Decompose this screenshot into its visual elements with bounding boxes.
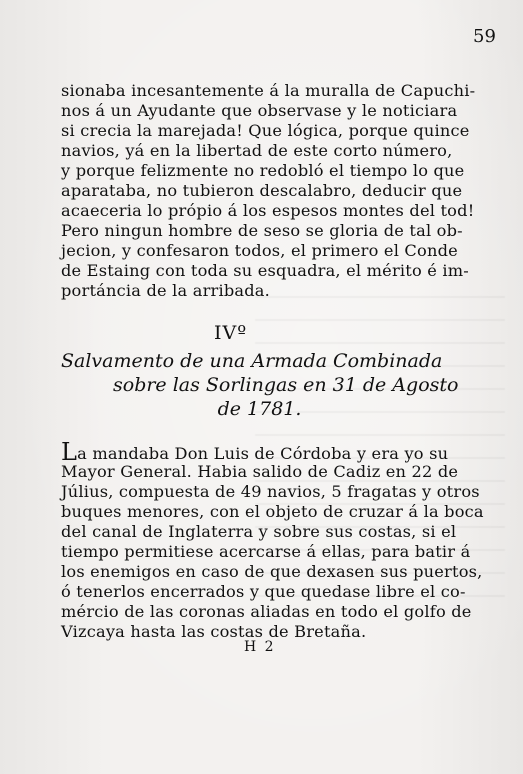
text-line: navios, yá en la libertad de este corto número, (61, 141, 453, 160)
heading-line: de 1781. (217, 398, 302, 420)
text-line (61, 438, 458, 466)
text-line: ó tenerlos encerrados y que quedase libre el co- (61, 582, 466, 601)
heading-line: Salvamento de una Armada Combinada (61, 350, 443, 372)
dropcap: L (61, 438, 78, 466)
text-line: portáncia de la arribada. (61, 281, 271, 300)
text-line: Vizcaya hasta las costas de Bretaña. (61, 622, 367, 641)
text-line: Július, compuesta de 49 navios, 5 fragatas y otros (61, 482, 480, 501)
heading-line: sobre las Sorlingas en 31 de Agosto (113, 374, 459, 396)
text-line: buques menores, con el objeto de cruzar á la boca (61, 502, 484, 521)
page-number: 59 (473, 26, 496, 47)
text-line: mércio de las coronas aliadas en todo el golfo de (61, 602, 472, 621)
text-line: del canal de Inglaterra y sobre sus costas, si el (61, 522, 457, 541)
text-line: si crecia la marejada! Que lógica, porque quince (61, 121, 470, 140)
text-line: aparataba, no tubieron descalabro, deducir que (61, 181, 463, 200)
first-line-text: a mandaba Don Luis de Córdoba y era yo su (77, 444, 449, 463)
text-line: Pero ningun hombre de seso se gloria de tal ob- (61, 221, 463, 240)
text-line: tiempo permitiese acercarse á ellas, para batir á (61, 542, 471, 561)
text-line: y porque felizmente no redobló el tiempo lo que (61, 161, 465, 180)
text-line: jecion, y confesaron todos, el primero el Conde (61, 241, 458, 260)
section-number: IVº (214, 322, 248, 344)
text-line: acaeceria lo própio á los espesos montes del tod! (61, 201, 475, 220)
text-line: Mayor General. Habia salido de Cadiz en 22 de (61, 462, 459, 481)
text-line: sionaba incesantemente á la muralla de Capuchi- (61, 81, 476, 100)
signature-mark: H 2 (244, 639, 276, 655)
text-line: los enemigos en caso de que dexasen sus puertos, (61, 562, 483, 581)
text-line: nos á un Ayudante que observase y le noticiara (61, 101, 458, 120)
text-line: de Estaing con toda su esquadra, el mérito é im- (61, 261, 469, 280)
